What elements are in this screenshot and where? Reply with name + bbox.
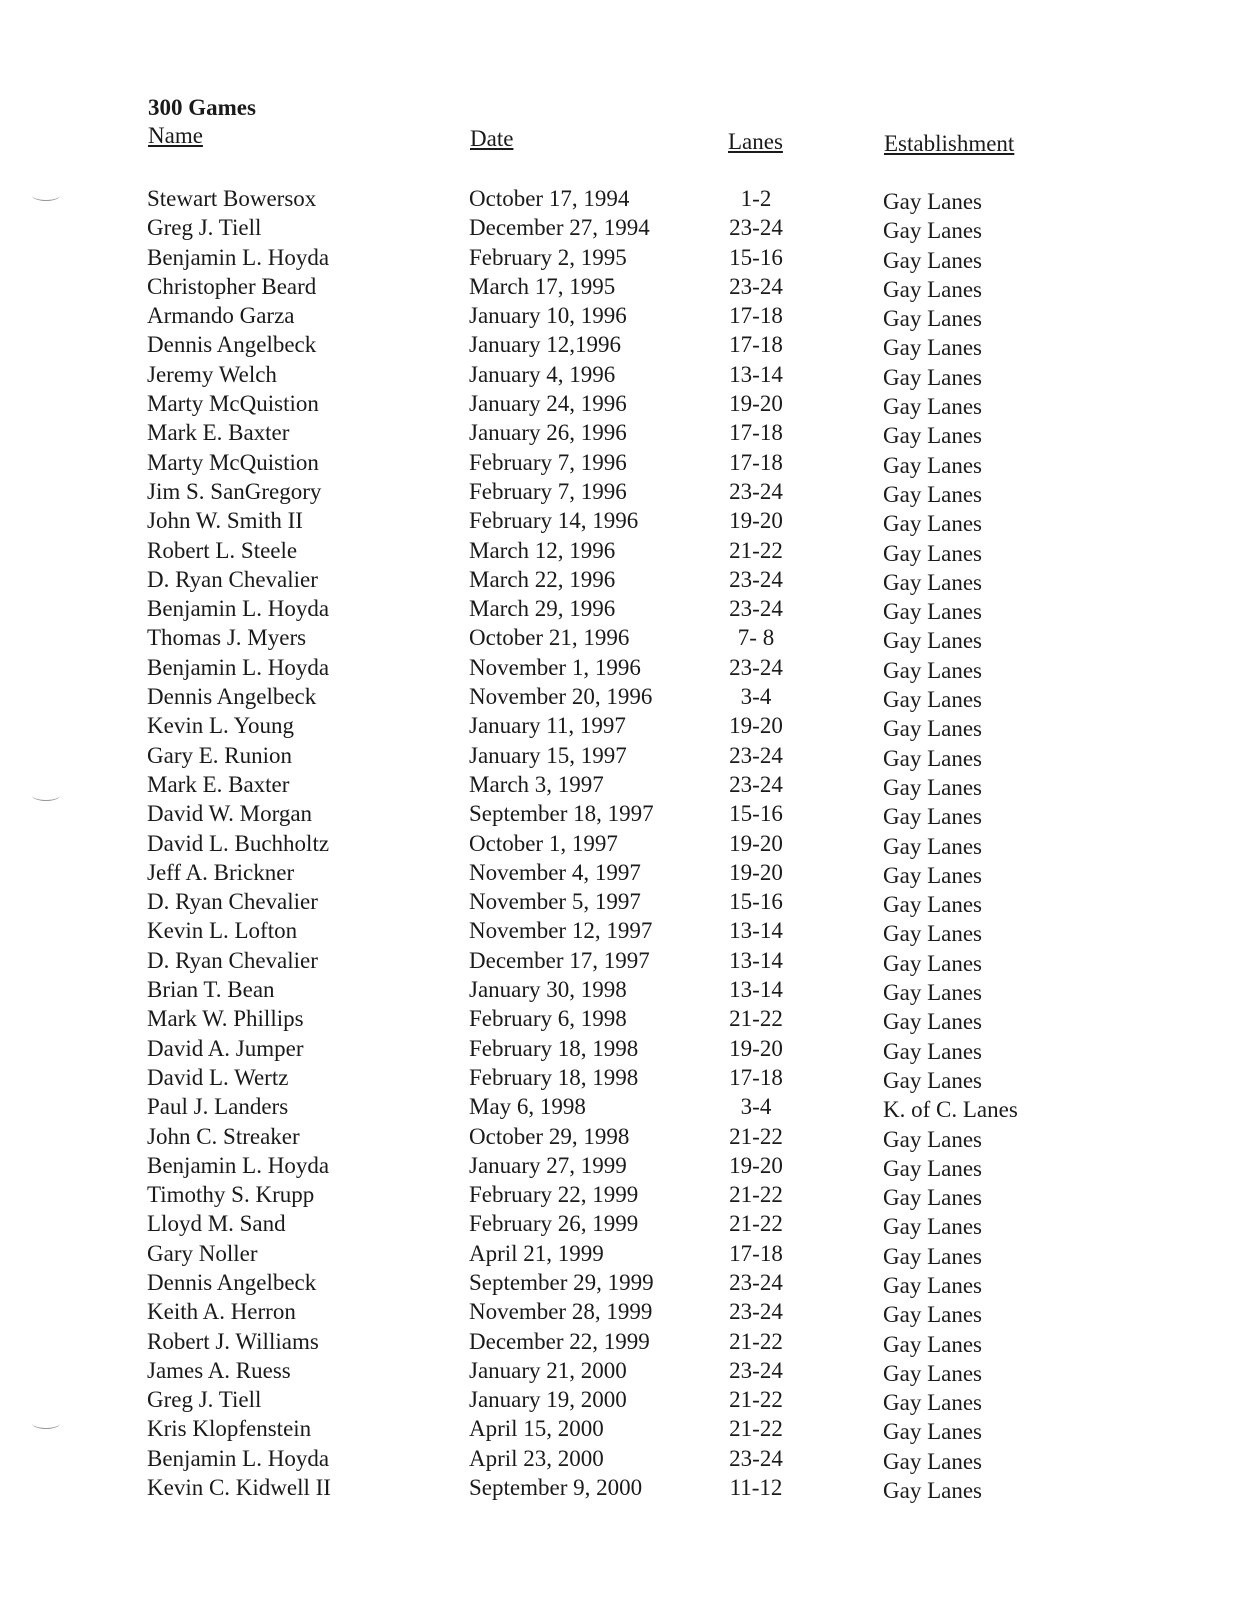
row-establishment-cell: Gay Lanes xyxy=(883,276,982,302)
row-date-cell: February 14, 1996 xyxy=(469,508,639,534)
table-row xyxy=(0,360,1245,389)
table-row xyxy=(0,184,1245,213)
row-lanes-cell: 17-18 xyxy=(729,420,783,446)
row-lanes-cell: 21-22 xyxy=(729,537,783,563)
row-establishment-cell: Gay Lanes xyxy=(883,774,982,800)
row-name-cell: Paul J. Landers xyxy=(147,1094,289,1120)
column-header-date: Date xyxy=(470,126,514,151)
row-establishment-cell: Gay Lanes xyxy=(883,892,982,918)
row-lanes-cell: 21-22 xyxy=(729,1123,783,1149)
row-lanes-cell: 3-4 xyxy=(740,1094,772,1120)
row-name-cell: Dennis Angelbeck xyxy=(147,684,317,710)
row-establishment-cell: Gay Lanes xyxy=(883,1419,982,1445)
row-lanes-cell: 17-18 xyxy=(729,449,783,475)
row-date-cell: December 27, 1994 xyxy=(469,215,650,241)
row-establishment-cell: Gay Lanes xyxy=(883,1390,982,1416)
row-date-cell: January 19, 2000 xyxy=(469,1387,627,1413)
row-name-cell: Gary E. Runion xyxy=(147,742,293,768)
table-row xyxy=(0,1239,1245,1268)
table-row xyxy=(0,623,1245,652)
row-establishment-cell: Gay Lanes xyxy=(883,394,982,420)
table-row xyxy=(0,1327,1245,1356)
row-establishment-cell: Gay Lanes xyxy=(883,1126,982,1152)
row-date-cell: February 22, 1999 xyxy=(469,1182,639,1208)
row-name-cell: David L. Wertz xyxy=(147,1064,289,1090)
row-name-cell: Robert J. Williams xyxy=(147,1328,319,1354)
row-name-cell: Gary Noller xyxy=(147,1240,258,1266)
table-row xyxy=(0,946,1245,975)
row-name-cell: Kris Klopfenstein xyxy=(147,1416,312,1442)
row-name-cell: Jeff A. Brickner xyxy=(147,859,295,885)
row-establishment-cell: Gay Lanes xyxy=(883,1243,982,1269)
row-date-cell: February 18, 1998 xyxy=(469,1035,639,1061)
row-date-cell: December 22, 1999 xyxy=(469,1328,650,1354)
table-row xyxy=(0,741,1245,770)
table-row xyxy=(0,711,1245,740)
row-lanes-cell: 21-22 xyxy=(729,1182,783,1208)
row-lanes-cell: 15-16 xyxy=(729,801,783,827)
row-establishment-cell: Gay Lanes xyxy=(883,569,982,595)
row-lanes-cell: 23-24 xyxy=(729,1357,783,1383)
column-header-name: Name xyxy=(148,123,203,148)
row-date-cell: February 6, 1998 xyxy=(469,1006,627,1032)
row-lanes-cell: 19-20 xyxy=(729,391,783,417)
table-row xyxy=(0,1209,1245,1238)
row-date-cell: January 15, 1997 xyxy=(469,742,627,768)
row-establishment-cell: Gay Lanes xyxy=(883,364,982,390)
row-date-cell: September 18, 1997 xyxy=(469,801,654,827)
row-date-cell: February 7, 1996 xyxy=(469,449,627,475)
table-row xyxy=(0,1414,1245,1443)
table-row xyxy=(0,243,1245,272)
table-row xyxy=(0,887,1245,916)
row-name-cell: Kevin L. Lofton xyxy=(147,918,298,944)
row-date-cell: January 11, 1997 xyxy=(469,713,626,739)
row-date-cell: February 26, 1999 xyxy=(469,1211,639,1237)
row-establishment-cell: Gay Lanes xyxy=(883,1009,982,1035)
row-establishment-cell: Gay Lanes xyxy=(883,1214,982,1240)
row-date-cell: November 4, 1997 xyxy=(469,859,641,885)
row-name-cell: Christopher Beard xyxy=(147,273,317,299)
row-establishment-cell: Gay Lanes xyxy=(883,1038,982,1064)
row-name-cell: Benjamin L. Hoyda xyxy=(147,244,330,270)
row-date-cell: February 2, 1995 xyxy=(469,244,627,270)
row-establishment-cell: Gay Lanes xyxy=(883,1067,982,1093)
table-row xyxy=(0,1180,1245,1209)
row-lanes-cell: 13-14 xyxy=(729,977,783,1003)
row-establishment-cell: Gay Lanes xyxy=(883,657,982,683)
row-date-cell: September 9, 2000 xyxy=(469,1475,643,1501)
row-name-cell: Mark E. Baxter xyxy=(147,771,290,797)
row-name-cell: Mark W. Phillips xyxy=(147,1006,304,1032)
row-establishment-cell: Gay Lanes xyxy=(883,423,982,449)
row-lanes-cell: 23-24 xyxy=(729,478,783,504)
row-date-cell: November 20, 1996 xyxy=(469,684,653,710)
row-name-cell: Benjamin L. Hoyda xyxy=(147,1152,330,1178)
table-row xyxy=(0,1151,1245,1180)
row-name-cell: John C. Streaker xyxy=(147,1123,300,1149)
table-row xyxy=(0,1034,1245,1063)
table-row xyxy=(0,829,1245,858)
row-name-cell: David A. Jumper xyxy=(147,1035,304,1061)
row-establishment-cell: Gay Lanes xyxy=(883,804,982,830)
row-lanes-cell: 15-16 xyxy=(729,889,783,915)
table-row xyxy=(0,1356,1245,1385)
row-date-cell: February 7, 1996 xyxy=(469,478,627,504)
row-establishment-cell: Gay Lanes xyxy=(883,862,982,888)
document-title: 300 Games xyxy=(148,95,256,120)
column-header-lanes: Lanes xyxy=(728,129,783,154)
row-date-cell: January 10, 1996 xyxy=(469,303,627,329)
row-date-cell: April 15, 2000 xyxy=(469,1416,604,1442)
row-lanes-cell: 23-24 xyxy=(729,215,783,241)
row-name-cell: D. Ryan Chevalier xyxy=(147,889,318,915)
row-lanes-cell: 21-22 xyxy=(729,1387,783,1413)
row-name-cell: Jim S. SanGregory xyxy=(147,478,322,504)
row-lanes-cell: 3-4 xyxy=(740,684,772,710)
row-name-cell: Benjamin L. Hoyda xyxy=(147,654,330,680)
table-row xyxy=(0,506,1245,535)
row-name-cell: Armando Garza xyxy=(147,303,295,329)
row-establishment-cell: Gay Lanes xyxy=(883,335,982,361)
row-name-cell: Benjamin L. Hoyda xyxy=(147,1445,330,1471)
row-name-cell: Brian T. Bean xyxy=(147,977,275,1003)
table-row xyxy=(0,1063,1245,1092)
table-row xyxy=(0,1004,1245,1033)
row-date-cell: October 29, 1998 xyxy=(469,1123,630,1149)
table-row xyxy=(0,916,1245,945)
row-establishment-cell: Gay Lanes xyxy=(883,716,982,742)
row-establishment-cell: Gay Lanes xyxy=(883,833,982,859)
table-row xyxy=(0,301,1245,330)
row-date-cell: November 1, 1996 xyxy=(469,654,641,680)
row-name-cell: Benjamin L. Hoyda xyxy=(147,596,330,622)
row-lanes-cell: 21-22 xyxy=(729,1416,783,1442)
row-lanes-cell: 13-14 xyxy=(729,947,783,973)
row-establishment-cell: Gay Lanes xyxy=(883,511,982,537)
row-date-cell: November 12, 1997 xyxy=(469,918,653,944)
row-establishment-cell: Gay Lanes xyxy=(883,1302,982,1328)
table-row xyxy=(0,272,1245,301)
table-row xyxy=(0,213,1245,242)
row-name-cell: Jeremy Welch xyxy=(147,361,277,387)
row-lanes-cell: 21-22 xyxy=(729,1328,783,1354)
table-row xyxy=(0,975,1245,1004)
table-row xyxy=(0,594,1245,623)
table-row xyxy=(0,565,1245,594)
row-establishment-cell: Gay Lanes xyxy=(883,1272,982,1298)
row-name-cell: Dennis Angelbeck xyxy=(147,332,317,358)
row-establishment-cell: Gay Lanes xyxy=(883,247,982,273)
row-establishment-cell: Gay Lanes xyxy=(883,306,982,332)
row-name-cell: Keith A. Herron xyxy=(147,1299,296,1325)
row-establishment-cell: Gay Lanes xyxy=(883,1155,982,1181)
row-lanes-cell: 23-24 xyxy=(729,566,783,592)
row-lanes-cell: 19-20 xyxy=(729,1152,783,1178)
row-date-cell: November 5, 1997 xyxy=(469,889,641,915)
row-establishment-cell: Gay Lanes xyxy=(883,950,982,976)
row-date-cell: January 12,1996 xyxy=(469,332,622,358)
row-date-cell: January 4, 1996 xyxy=(469,361,616,387)
row-date-cell: March 22, 1996 xyxy=(469,566,616,592)
row-lanes-cell: 17-18 xyxy=(729,1064,783,1090)
row-establishment-cell: Gay Lanes xyxy=(883,481,982,507)
row-date-cell: February 18, 1998 xyxy=(469,1064,639,1090)
table-row xyxy=(0,682,1245,711)
table-row xyxy=(0,799,1245,828)
row-date-cell: November 28, 1999 xyxy=(469,1299,653,1325)
row-name-cell: David L. Buchholtz xyxy=(147,830,330,856)
row-name-cell: Dennis Angelbeck xyxy=(147,1269,317,1295)
row-name-cell: Thomas J. Myers xyxy=(147,625,307,651)
row-establishment-cell: Gay Lanes xyxy=(883,980,982,1006)
row-lanes-cell: 23-24 xyxy=(729,596,783,622)
table-row xyxy=(0,330,1245,359)
row-establishment-cell: Gay Lanes xyxy=(883,540,982,566)
row-establishment-cell: Gay Lanes xyxy=(883,1478,982,1504)
row-date-cell: May 6, 1998 xyxy=(469,1094,586,1120)
row-lanes-cell: 15-16 xyxy=(729,244,783,270)
row-lanes-cell: 23-24 xyxy=(729,1269,783,1295)
row-lanes-cell: 23-24 xyxy=(729,771,783,797)
row-establishment-cell: Gay Lanes xyxy=(883,218,982,244)
row-name-cell: D. Ryan Chevalier xyxy=(147,566,318,592)
row-lanes-cell: 13-14 xyxy=(729,918,783,944)
row-date-cell: January 24, 1996 xyxy=(469,391,627,417)
row-establishment-cell: Gay Lanes xyxy=(883,189,982,214)
row-name-cell: Robert L. Steele xyxy=(147,537,298,563)
table-row xyxy=(0,1473,1245,1502)
row-name-cell: Greg J. Tiell xyxy=(147,1387,262,1413)
row-name-cell: Stewart Bowersox xyxy=(147,186,317,211)
table-row xyxy=(0,1444,1245,1473)
table-row xyxy=(0,418,1245,447)
table-row xyxy=(0,448,1245,477)
row-name-cell: James A. Ruess xyxy=(147,1357,291,1383)
row-date-cell: October 21, 1996 xyxy=(469,625,630,651)
row-lanes-cell: 23-24 xyxy=(729,273,783,299)
row-establishment-cell: Gay Lanes xyxy=(883,628,982,654)
row-name-cell: Greg J. Tiell xyxy=(147,215,262,241)
row-name-cell: Timothy S. Krupp xyxy=(147,1182,315,1208)
row-lanes-cell: 7- 8 xyxy=(737,625,775,651)
table-row xyxy=(0,770,1245,799)
row-date-cell: January 30, 1998 xyxy=(469,977,627,1003)
row-date-cell: January 26, 1996 xyxy=(469,420,627,446)
row-establishment-cell: Gay Lanes xyxy=(883,687,982,713)
row-lanes-cell: 19-20 xyxy=(729,508,783,534)
table-row xyxy=(0,1122,1245,1151)
row-name-cell: Mark E. Baxter xyxy=(147,420,290,446)
row-lanes-cell: 17-18 xyxy=(729,303,783,329)
row-lanes-cell: 17-18 xyxy=(729,332,783,358)
table-row xyxy=(0,1297,1245,1326)
column-header-establishment: Establishment xyxy=(884,131,1015,156)
row-lanes-cell: 23-24 xyxy=(729,742,783,768)
row-lanes-cell: 19-20 xyxy=(729,1035,783,1061)
table-row xyxy=(0,1092,1245,1121)
row-lanes-cell: 13-14 xyxy=(729,361,783,387)
row-date-cell: September 29, 1999 xyxy=(469,1269,654,1295)
row-lanes-cell: 1-2 xyxy=(740,186,772,211)
row-date-cell: March 3, 1997 xyxy=(469,771,604,797)
row-establishment-cell: K. of C. Lanes xyxy=(883,1097,1018,1123)
games-list xyxy=(0,184,1245,1502)
row-date-cell: January 21, 2000 xyxy=(469,1357,627,1383)
row-lanes-cell: 17-18 xyxy=(729,1240,783,1266)
row-date-cell: March 17, 1995 xyxy=(469,273,616,299)
table-row xyxy=(0,389,1245,418)
row-name-cell: David W. Morgan xyxy=(147,801,313,827)
row-name-cell: D. Ryan Chevalier xyxy=(147,947,318,973)
row-date-cell: April 23, 2000 xyxy=(469,1445,604,1471)
row-establishment-cell: Gay Lanes xyxy=(883,599,982,625)
row-name-cell: Kevin L. Young xyxy=(147,713,294,739)
row-lanes-cell: 23-24 xyxy=(729,1299,783,1325)
table-row xyxy=(0,653,1245,682)
row-lanes-cell: 19-20 xyxy=(729,830,783,856)
row-establishment-cell: Gay Lanes xyxy=(883,1331,982,1357)
row-date-cell: March 29, 1996 xyxy=(469,596,616,622)
row-date-cell: October 17, 1994 xyxy=(469,186,630,211)
row-date-cell: April 21, 1999 xyxy=(469,1240,604,1266)
row-establishment-cell: Gay Lanes xyxy=(883,452,982,478)
row-date-cell: October 1, 1997 xyxy=(469,830,618,856)
row-establishment-cell: Gay Lanes xyxy=(883,1448,982,1474)
row-lanes-cell: 21-22 xyxy=(729,1211,783,1237)
row-lanes-cell: 21-22 xyxy=(729,1006,783,1032)
row-date-cell: December 17, 1997 xyxy=(469,947,650,973)
row-name-cell: Kevin C. Kidwell II xyxy=(147,1475,331,1501)
table-row xyxy=(0,536,1245,565)
row-name-cell: Lloyd M. Sand xyxy=(147,1211,286,1237)
row-date-cell: March 12, 1996 xyxy=(469,537,616,563)
row-name-cell: Marty McQuistion xyxy=(147,449,319,475)
row-lanes-cell: 11-12 xyxy=(729,1475,783,1501)
row-establishment-cell: Gay Lanes xyxy=(883,1360,982,1386)
row-establishment-cell: Gay Lanes xyxy=(883,1185,982,1211)
row-lanes-cell: 19-20 xyxy=(729,713,783,739)
row-lanes-cell: 23-24 xyxy=(729,1445,783,1471)
table-row xyxy=(0,1385,1245,1414)
row-establishment-cell: Gay Lanes xyxy=(883,745,982,771)
table-row xyxy=(0,858,1245,887)
row-name-cell: John W. Smith II xyxy=(147,508,303,534)
row-date-cell: January 27, 1999 xyxy=(469,1152,627,1178)
row-establishment-cell: Gay Lanes xyxy=(883,921,982,947)
row-name-cell: Marty McQuistion xyxy=(147,391,319,417)
table-row xyxy=(0,477,1245,506)
row-lanes-cell: 19-20 xyxy=(729,859,783,885)
table-row xyxy=(0,1268,1245,1297)
row-lanes-cell: 23-24 xyxy=(729,654,783,680)
